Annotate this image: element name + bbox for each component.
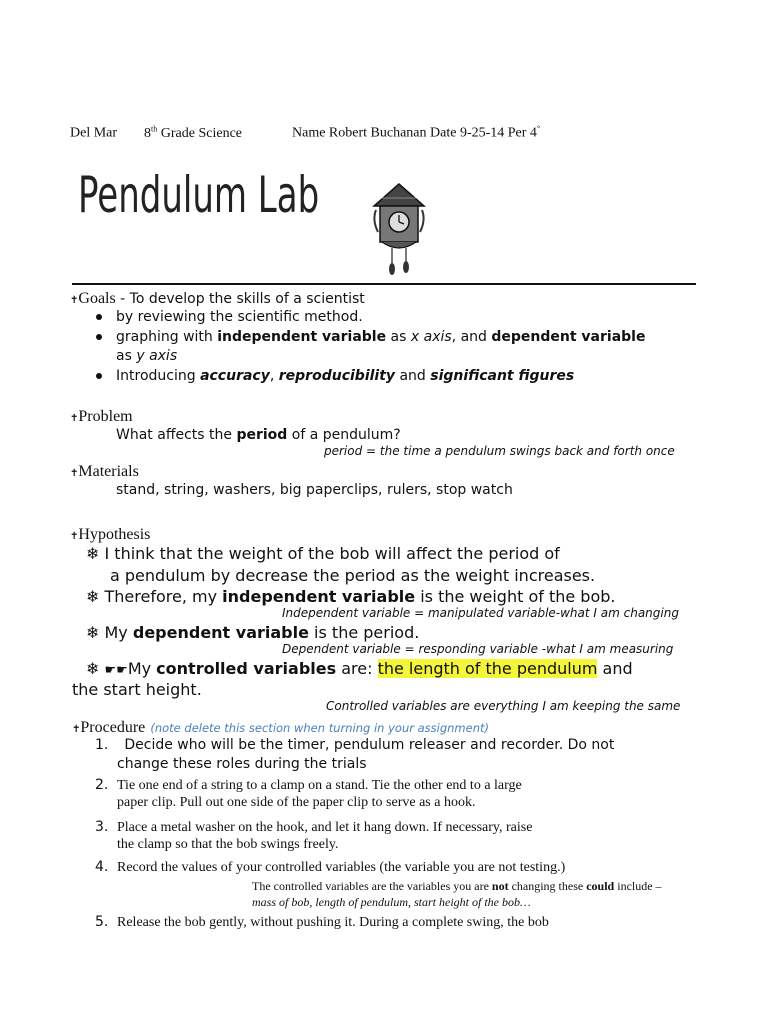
problem-question: What affects the period of a pendulum? xyxy=(116,427,401,443)
school-name: Del Mar xyxy=(70,125,118,141)
period-definition: period = the time a pendulum swings back and forth once xyxy=(324,444,675,458)
controlled-variables-note: Controlled variables are everything I am keeping the same xyxy=(326,699,681,713)
goals-item-2: graphing with independent variable as x axis, and dependent variable xyxy=(96,329,645,345)
materials-heading: ✝Materials xyxy=(70,463,139,480)
hypothesis-heading: ✝Hypothesis xyxy=(70,526,151,543)
procedure-step-5: 5. Release the bob gently, without pushing it. During a complete swing, the bob xyxy=(95,914,549,930)
hypothesis-line-4b: the start height. xyxy=(72,680,202,699)
snowflake-bullet-icon: ❄ xyxy=(86,544,100,563)
materials-list: stand, string, washers, big paperclips, rulers, stop watch xyxy=(116,482,513,498)
procedure-instructor-note: (note delete this section when turning in your assignment) xyxy=(150,721,489,735)
bullet-icon xyxy=(96,314,102,320)
procedure-step-4-note-b: mass of bob, length of pendulum, start height of the bob… xyxy=(252,895,531,909)
snowflake-bullet-icon: ❄ xyxy=(86,587,100,606)
hypothesis-line-3: ❄ My dependent variable is the period. xyxy=(86,623,420,642)
title-divider xyxy=(72,283,696,285)
goals-item-1: by reviewing the scientific method. xyxy=(96,309,363,325)
page-title: Pendulum Lab xyxy=(78,166,320,224)
section-marker-icon: ✝ xyxy=(72,724,81,735)
hypothesis-line-2: ❄ Therefore, my independent variable is the weight of the bob. xyxy=(86,587,616,606)
procedure-step-1b: change these roles during the trials xyxy=(117,756,367,772)
header-line xyxy=(70,124,242,142)
grade: 8th Grade Science xyxy=(144,124,243,141)
goals-item-2-cont: as y axis xyxy=(116,348,178,364)
snowflake-bullet-icon: ❄ xyxy=(86,623,100,642)
procedure-step-1: 1. Decide who will be the timer, pendulum releaser and recorder. Do not xyxy=(95,737,615,753)
goals-heading: ✝Goals - To develop the skills of a scientist xyxy=(70,290,365,307)
procedure-heading: ✝Procedure (note delete this section when turning in your assignment) xyxy=(72,719,489,736)
snowflake-bullet-icon: ❄ xyxy=(86,659,100,678)
goals-item-3: Introducing accuracy, reproducibility and significant figures xyxy=(96,368,574,384)
procedure-step-2b: paper clip. Pull out one side of the paper clip to serve as a hook. xyxy=(117,795,476,810)
bullet-icon xyxy=(96,334,102,340)
section-marker-icon: ✝ xyxy=(70,413,79,424)
section-marker-icon: ✝ xyxy=(70,531,79,542)
section-marker-icon: ✝ xyxy=(70,295,79,306)
hypothesis-line-1: ❄ I think that the weight of the bob will affect the period of xyxy=(86,544,560,563)
cuckoo-clock-icon xyxy=(368,180,430,276)
pointing-hand-icon: ☛☛ xyxy=(104,663,128,678)
section-marker-icon: ✝ xyxy=(70,468,79,479)
procedure-step-4-note: The controlled variables are the variables you are not changing these could include – xyxy=(252,879,662,893)
problem-heading: ✝Problem xyxy=(70,408,133,425)
procedure-step-2: 2. Tie one end of a string to a clamp on a stand. Tie the other end to a large xyxy=(95,777,522,793)
procedure-step-3b: the clamp so that the bob swings freely. xyxy=(117,837,339,852)
hypothesis-line-1b: a pendulum by decrease the period as the weight increases. xyxy=(110,566,596,585)
independent-variable-note: Independent variable = manipulated variable-what I am changing xyxy=(282,606,679,620)
dependent-variable-note: Dependent variable = responding variable -what I am measuring xyxy=(282,642,674,656)
highlighted-text: the length of the pendulum xyxy=(377,659,598,678)
hypothesis-line-4: ❄ ☛☛My controlled variables are: the length of the pendulum and xyxy=(86,659,633,678)
procedure-step-4: 4. Record the values of your controlled variables (the variable you are not testing.) xyxy=(95,859,566,875)
procedure-step-3: 3. Place a metal washer on the hook, and let it hang down. If necessary, raise xyxy=(95,819,533,835)
student-info: Name Robert Buchanan Date 9-25-14 Per 4° xyxy=(292,124,541,141)
bullet-icon xyxy=(96,373,102,379)
